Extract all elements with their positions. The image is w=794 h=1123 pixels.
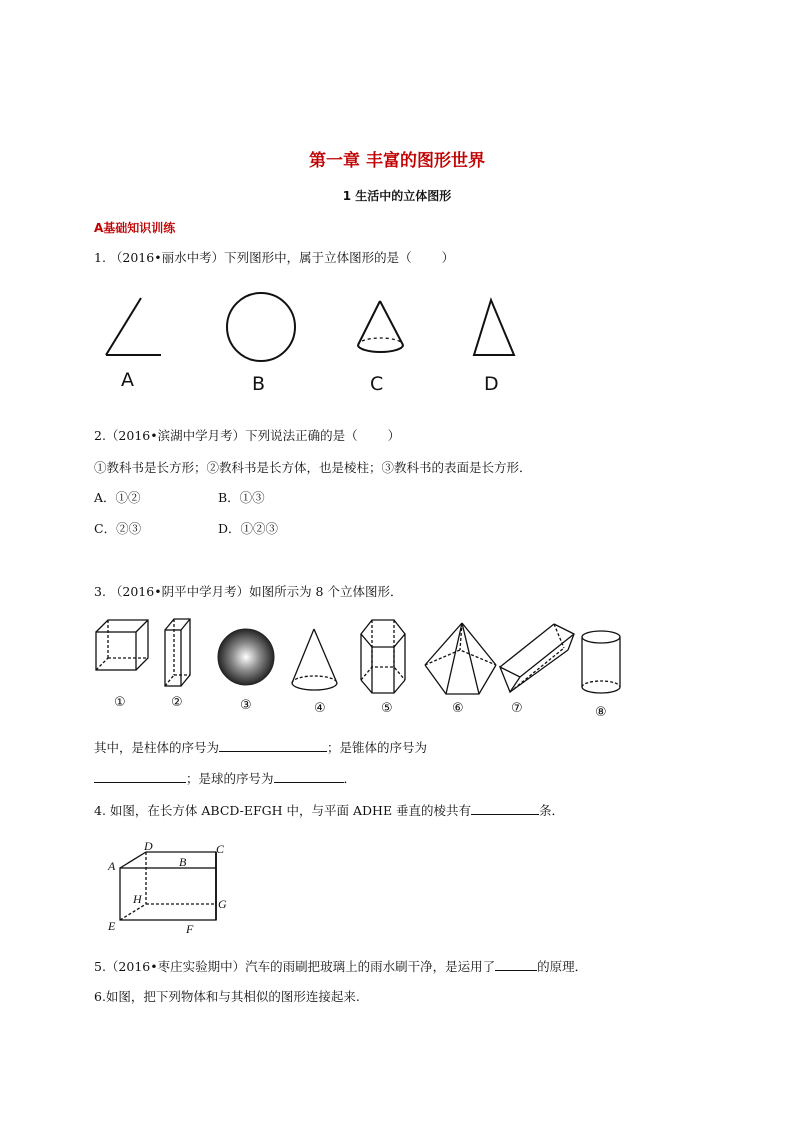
solid-number-3: ③ [240,698,252,713]
vertex-a: A [108,859,116,873]
question-3-sphere-prompt: ；是球的序号为 [186,771,274,786]
lesson-subtitle: 1 生活中的立体图形 [342,189,452,203]
solid-number-4: ④ [314,701,326,716]
vertex-h: H [133,892,142,906]
question-3-pyramid-prompt: ；是锥体的序号为 [327,740,428,755]
question-5-text [94,957,587,975]
question-4-prompt: 4. 如图，在长方体 ABCD-EFGH 中，与平面 ADHE 垂直的棱共有 [94,803,472,818]
question-4-suffix: 条． [539,803,565,818]
vertex-g: G [218,897,227,911]
vertex-c: C [216,842,225,856]
principle-answer-blank[interactable] [495,958,537,971]
option-c: C．②③ [94,521,142,536]
solid-number-2: ② [171,695,183,710]
option-a: A．①② [94,490,141,505]
solid-number-6: ⑥ [452,701,464,716]
question-1-text: 1. （2016•丽水中考）下列图形中，属于立体图形的是（ [94,250,412,265]
option-label-c: C [370,373,384,395]
question-3-period: ． [343,771,357,786]
solid-number-1: ① [114,695,126,710]
solid-number-7: ⑦ [511,701,523,716]
question-2-text: 2.（2016•滨湖中学月考）下列说法正确的是（ [94,428,358,443]
vertex-f: F [186,922,194,936]
vertex-e: E [108,919,116,933]
option-label-a: A [121,369,134,391]
vertex-b: B [179,855,187,869]
question-3-text: 3. （2016•阴平中学月考）如图所示为 8 个立体图形． [94,584,403,599]
solid-number-5: ⑤ [381,701,393,716]
solid-number-8: ⑧ [595,705,607,720]
vertex-d: D [144,839,153,853]
question-3-prism-prompt: 其中，是柱体的序号为 [94,740,220,755]
question-2-statement: ①教科书是长方形；②教科书是长方体，也是棱柱；③教科书的表面是长方形． [94,460,532,475]
question-1-close: ） [441,250,455,265]
section-heading: A基础知识训练 [94,221,176,235]
question-5-prompt: 5.（2016•枣庄实验期中）汽车的雨刷把玻璃上的雨水刷干净，是运用了 [94,959,496,974]
option-d: D．①②③ [218,521,279,536]
question-5-suffix: 的原理． [537,959,588,974]
option-label-d: D [484,373,499,395]
option-b: B．①③ [218,490,265,505]
option-label-b: B [252,373,266,395]
chapter-title: 第一章 丰富的图形世界 [309,151,485,171]
question-2-close: ） [387,428,401,443]
question-6-text: 6.如图，把下列物体和与其相似的图形连接起来. [94,989,360,1004]
